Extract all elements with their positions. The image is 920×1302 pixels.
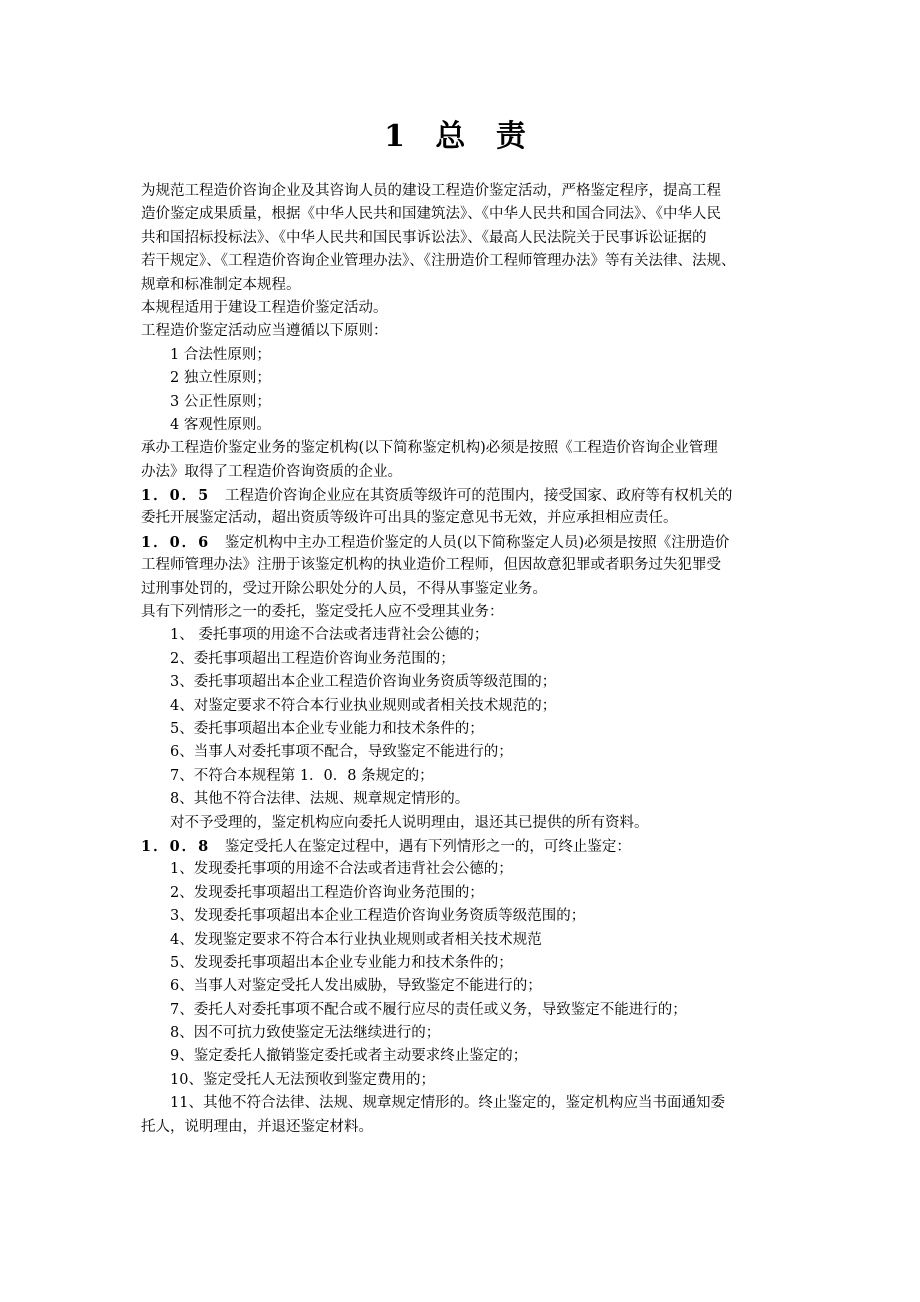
- principle-item: 1 合法性原则；: [170, 346, 271, 363]
- list-item: 8、因不可抗力致使鉴定无法继续进行的；: [170, 1025, 441, 1042]
- list-item: 6、当事人对委托事项不配合，导致鉴定不能进行的；: [170, 744, 513, 761]
- list-item: 对不予受理的，鉴定机构应向委托人说明理由，退还其已提供的所有资料。: [170, 814, 649, 831]
- text-line: 若干规定》、《工程造价咨询企业管理办法》、《注册造价工程师管理办法》等有关法律、法规、: [141, 253, 736, 270]
- list-item: 1、发现委托事项的用途不合法或者违背社会公德的；: [170, 861, 513, 878]
- text-line: 工程造价鉴定活动应当遵循以下原则：: [141, 323, 388, 340]
- principle-item: 2 独立性原则；: [170, 370, 271, 387]
- text-line: 承办工程造价鉴定业务的鉴定机构(以下简称鉴定机构)必须是按照《工程造价咨询企业管理: [141, 440, 718, 457]
- list-item: 2、发现委托事项超出工程造价咨询业务范围的；: [170, 884, 484, 901]
- list-item: 6、当事人对鉴定受托人发出威胁，导致鉴定不能进行的；: [170, 978, 542, 995]
- text-line: 工程师管理办法》注册于该鉴定机构的执业造价工程师，但因故意犯罪或者职务过失犯罪受: [141, 557, 721, 574]
- list-item: 9、鉴定委托人撤销鉴定委托或者主动要求终止鉴定的；: [170, 1048, 528, 1065]
- clause-1-0-6: [141, 531, 786, 554]
- text-line: 规章和标准制定本规程。: [141, 276, 301, 293]
- text-line: 为规范工程造价咨询企业及其咨询人员的建设工程造价鉴定活动，严格鉴定程序，提高工程: [141, 183, 721, 199]
- text-line: 共和国招标投标法》、《中华人民共和国民事诉讼法》、《最高人民法院关于民事诉讼证据的: [141, 229, 707, 246]
- list-item: 4、对鉴定要求不符合本行业执业规则或者相关技术规范的；: [170, 697, 557, 714]
- text-line: 委托开展鉴定活动，超出资质等级许可出具的鉴定意见书无效，并应承担相应责任。: [141, 510, 678, 527]
- text-line: 过刑事处罚的，受过开除公职处分的人员，不得从事鉴定业务。: [141, 580, 547, 597]
- list-item: 11、其他不符合法律、法规、规章规定情形的。终止鉴定的，鉴定机构应当书面通知委: [170, 1095, 725, 1112]
- list-item: 7、委托人对委托事项不配合或不履行应尽的责任或义务，导致鉴定不能进行的；: [170, 1001, 687, 1018]
- clause-text: 鉴定机构中主办工程造价鉴定的人员(以下简称鉴定人员)必须是按照《注册造价: [224, 534, 730, 551]
- clause-text: 工程造价咨询企业应在其资质等级许可的范围内，接受国家、政府等有权机关的: [224, 488, 733, 505]
- document-body: [141, 180, 786, 1139]
- principle-item: 4 客观性原则。: [170, 416, 271, 433]
- text-line: 办法》取得了工程造价咨询资质的企业。: [141, 463, 402, 480]
- clause-number: 1．0．5: [141, 487, 211, 505]
- list-item: 3、委托事项超出本企业工程造价咨询业务资质等级范围的；: [170, 674, 557, 691]
- list-item: 7、不符合本规程第 1．0．8 条规定的；: [170, 767, 434, 784]
- list-item: 1、 委托事项的用途不合法或者违背社会公德的；: [170, 627, 489, 644]
- clause-text: 鉴定受托人在鉴定过程中，遇有下列情形之一的，可终止鉴定：: [224, 838, 631, 855]
- list-item: 10、鉴定受托人无法预收到鉴定费用的；: [170, 1071, 435, 1088]
- clause-1-0-8: [141, 835, 786, 858]
- text-line: 托人，说明理由，并退还鉴定材料。: [141, 1118, 373, 1135]
- list-item: 5、委托事项超出本企业专业能力和技术条件的；: [170, 720, 484, 737]
- principle-item: 3 公正性原则；: [170, 393, 271, 410]
- clause-number: 1．0．8: [141, 837, 211, 855]
- clause-1-0-5: [141, 484, 786, 507]
- list-item: 4、发现鉴定要求不符合本行业执业规则或者相关技术规范: [170, 931, 542, 948]
- list-item: 2、委托事项超出工程造价咨询业务范围的；: [170, 650, 455, 667]
- list-item: 8、其他不符合法律、法规、规章规定情形的。: [170, 791, 470, 808]
- list-item: 3、发现委托事项超出本企业工程造价咨询业务资质等级范围的；: [170, 908, 586, 925]
- clause-number: 1．0．6: [141, 533, 211, 551]
- list-item: 5、发现委托事项超出本企业专业能力和技术条件的；: [170, 954, 513, 971]
- text-line: 造价鉴定成果质量，根据《中华人民共和国建筑法》、《中华人民共和国合同法》、《中华人民: [141, 206, 721, 223]
- text-line: 具有下列情形之一的委托，鉴定受托人应不受理其业务：: [141, 604, 504, 621]
- page-title: 1 总 责: [384, 119, 536, 154]
- text-line: 本规程适用于建设工程造价鉴定活动。: [141, 299, 388, 316]
